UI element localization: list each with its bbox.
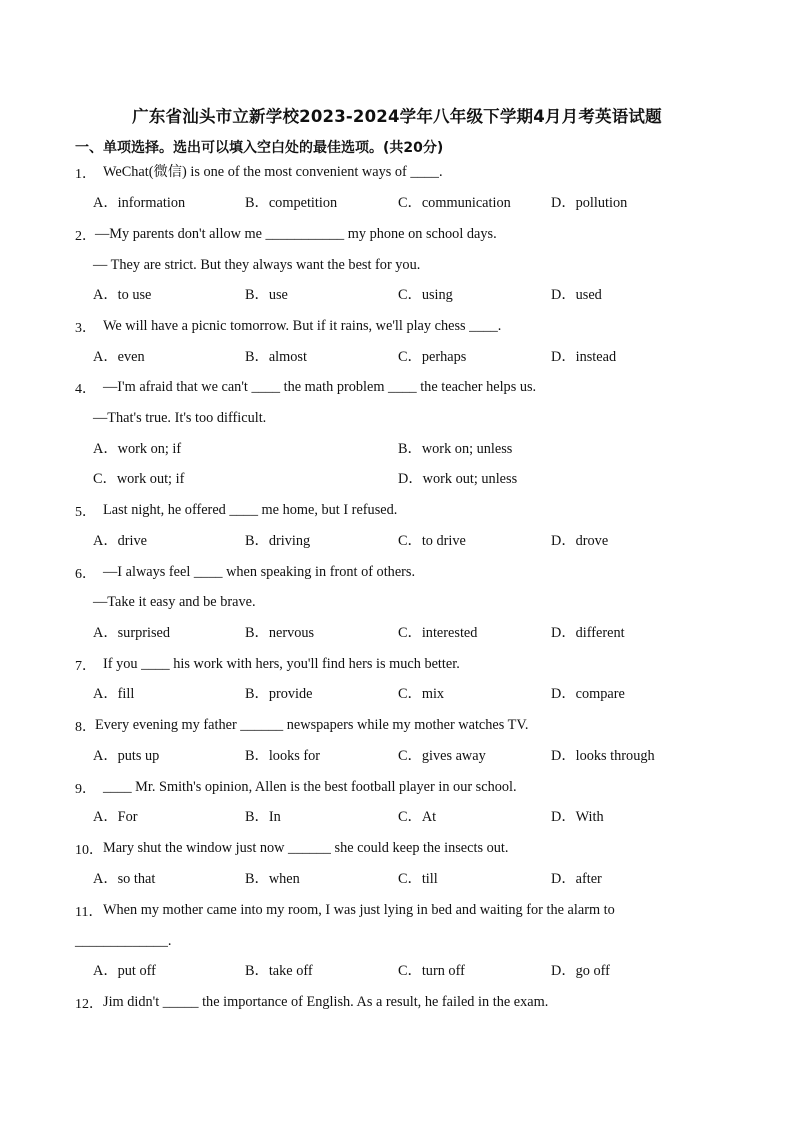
option-a: A．fill <box>93 686 135 702</box>
option-b: B．when <box>245 871 300 887</box>
question-stem: —That's true. It's too difficult. <box>93 410 267 426</box>
question-stem: Last night, he offered ____ me home, but I refused. <box>103 502 398 518</box>
option-c: C．using <box>398 287 453 303</box>
question-number: 4． <box>75 382 96 397</box>
option-d: D．looks through <box>551 748 655 764</box>
option-c: C．work out; if <box>93 471 185 487</box>
question-stem: We will have a picnic tomorrow. But if it rains, we'll play chess ____. <box>103 318 502 334</box>
option-d: D．work out; unless <box>398 471 518 487</box>
option-b: B．use <box>245 287 288 303</box>
question-number: 5． <box>75 505 96 520</box>
option-a: A．drive <box>93 533 147 549</box>
option-a: A．so that <box>93 871 156 887</box>
exam-title: 广东省汕头市立新学校2023-2024学年八年级下学期4月月考英语试题 <box>132 107 662 126</box>
question-stem: — They are strict. But they always want the best for you. <box>93 257 421 273</box>
question-number: 2． <box>75 229 96 244</box>
question-stem: _____________. <box>75 933 172 949</box>
option-d: D．With <box>551 809 604 825</box>
option-c: C．gives away <box>398 748 486 764</box>
option-c: C．till <box>398 871 438 887</box>
option-a: A．information <box>93 195 186 211</box>
option-a: A．to use <box>93 287 152 303</box>
option-a: A．put off <box>93 963 156 979</box>
question-stem: —Take it easy and be brave. <box>93 594 256 610</box>
option-b: B．work on; unless <box>398 441 513 457</box>
section-heading: 一、单项选择。选出可以填入空白处的最佳选项。(共20分) <box>75 140 444 156</box>
question-number: 12． <box>75 997 103 1012</box>
question-stem: If you ____ his work with hers, you'll find hers is much better. <box>103 656 460 672</box>
option-c: C．communication <box>398 195 511 211</box>
option-d: D．drove <box>551 533 609 549</box>
option-c: C．interested <box>398 625 478 641</box>
option-b: B．In <box>245 809 281 825</box>
question-stem: Every evening my father ______ newspapers while my mother watches TV. <box>95 717 529 733</box>
question-stem: Mary shut the window just now ______ she could keep the insects out. <box>103 840 509 856</box>
option-a: A．work on; if <box>93 441 182 457</box>
option-a: A．even <box>93 349 145 365</box>
question-number: 11． <box>75 905 103 920</box>
question-stem: When my mother came into my room, I was just lying in bed and waiting for the alarm to <box>103 902 615 918</box>
question-stem: ____ Mr. Smith's opinion, Allen is the best football player in our school. <box>103 779 517 795</box>
option-c: C．mix <box>398 686 445 702</box>
option-c: C．to drive <box>398 533 466 549</box>
option-b: B．take off <box>245 963 313 979</box>
option-c: C．At <box>398 809 437 825</box>
question-number: 3． <box>75 321 96 336</box>
option-d: D．used <box>551 287 602 303</box>
question-number: 9． <box>75 782 96 797</box>
option-a: A．For <box>93 809 138 825</box>
question-stem: —I'm afraid that we can't ____ the math problem ____ the teacher helps us. <box>103 379 537 395</box>
option-a: A．surprised <box>93 625 171 641</box>
option-b: B．looks for <box>245 748 321 764</box>
option-b: B．driving <box>245 533 311 549</box>
option-d: D．pollution <box>551 195 628 211</box>
question-number: 7． <box>75 659 96 674</box>
question-stem: —I always feel ____ when speaking in front of others. <box>103 564 416 580</box>
option-c: C．perhaps <box>398 349 467 365</box>
question-stem: WeChat(微信) is one of the most convenient ways of ____. <box>103 164 443 180</box>
option-b: B．almost <box>245 349 307 365</box>
question-number: 8． <box>75 720 96 735</box>
question-number: 10． <box>75 843 103 858</box>
question-stem: —My parents don't allow me ___________ my phone on school days. <box>95 226 497 242</box>
option-d: D．compare <box>551 686 625 702</box>
option-b: B．competition <box>245 195 338 211</box>
option-d: D．after <box>551 871 602 887</box>
question-stem: Jim didn't _____ the importance of English. As a result, he failed in the exam. <box>103 994 549 1010</box>
option-b: B．provide <box>245 686 313 702</box>
question-number: 1． <box>75 167 96 182</box>
option-d: D．go off <box>551 963 610 979</box>
option-c: C．turn off <box>398 963 465 979</box>
option-b: B．nervous <box>245 625 315 641</box>
option-a: A．puts up <box>93 748 160 764</box>
question-number: 6． <box>75 567 96 582</box>
option-d: D．different <box>551 625 625 641</box>
option-d: D．instead <box>551 349 617 365</box>
